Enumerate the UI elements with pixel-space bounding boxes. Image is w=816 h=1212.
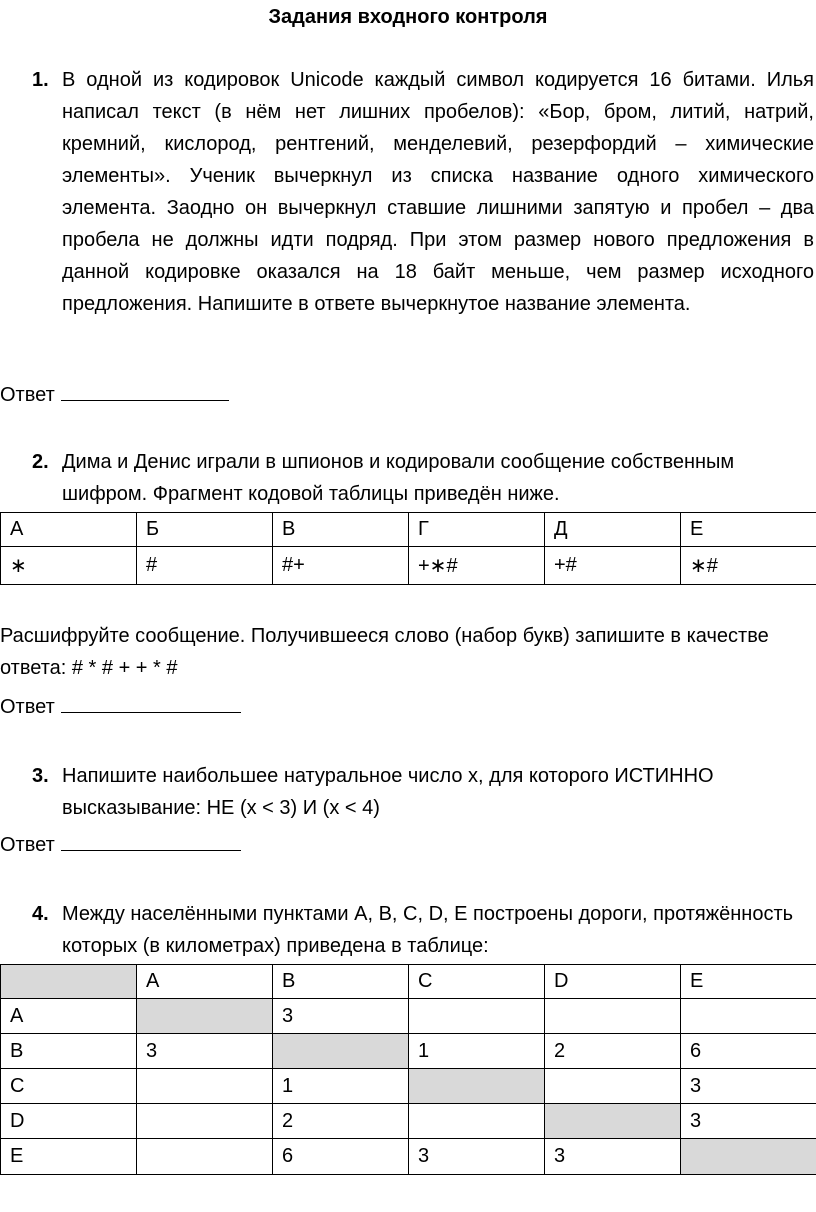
- distance-table-header-row: [1, 965, 816, 999]
- distance-table-cell: 3: [681, 1104, 816, 1139]
- task-2: [0, 446, 816, 510]
- distance-table-cell: 3: [681, 1069, 816, 1104]
- distance-table-cell: D: [1, 1104, 137, 1139]
- task-number: 1.: [32, 69, 49, 91]
- distance-table-cell: [545, 999, 681, 1034]
- distance-table-header-cell: E: [681, 965, 816, 999]
- task-number: 2.: [32, 451, 49, 473]
- code-table-cell: +#: [545, 547, 681, 585]
- distance-table-cell: [545, 1069, 681, 1104]
- task-2-instruction: Расшифруйте сообщение. Получившееся слово (набор букв) запишите в качестве ответа: # * # + + * #: [0, 625, 769, 679]
- distance-table-cell: 1: [273, 1069, 409, 1104]
- task-number: 4.: [32, 903, 49, 925]
- distance-table-cell: [137, 1069, 273, 1104]
- distance-table-cell: [273, 1034, 409, 1069]
- distance-table-cell: 3: [273, 999, 409, 1034]
- distance-table-row: [1, 1069, 816, 1104]
- page-title: Задания входного контроля: [268, 6, 548, 28]
- distance-table-cell: [409, 999, 545, 1034]
- distance-table-cell: [681, 1139, 816, 1175]
- task-4: [0, 898, 816, 962]
- answer-label: Ответ: [0, 696, 55, 718]
- answer-label: Ответ: [0, 384, 55, 406]
- distance-table-row: [1, 1104, 816, 1139]
- code-table-cell: В: [273, 513, 409, 547]
- code-table-cell: ∗#: [681, 547, 816, 585]
- code-table: [0, 512, 816, 585]
- task-text: Напишите наибольшее натуральное число x, для которого ИСТИННО высказывание: НЕ (x < 3) И (x < 4): [62, 765, 714, 819]
- code-table-letters-row: [1, 513, 816, 547]
- code-table-cell: +∗#: [409, 547, 545, 585]
- distance-table-header-cell: C: [409, 965, 545, 999]
- distance-table-cell: 3: [137, 1034, 273, 1069]
- code-table-codes-row: [1, 547, 816, 585]
- distance-table-header-cell: [1, 965, 137, 999]
- distance-table-cell: 3: [545, 1139, 681, 1175]
- distance-table-cell: C: [1, 1069, 137, 1104]
- code-table-cell: ∗: [1, 547, 137, 585]
- distance-table-cell: [409, 1104, 545, 1139]
- task-1: [0, 64, 816, 320]
- distance-table-cell: E: [1, 1139, 137, 1175]
- code-table-cell: #+: [273, 547, 409, 585]
- distance-table-cell: [137, 1139, 273, 1175]
- distance-table-cell: 3: [409, 1139, 545, 1175]
- code-table-cell: Д: [545, 513, 681, 547]
- answer-line-3: [0, 830, 241, 859]
- answer-line-1: [0, 380, 229, 409]
- distance-table-cell: 6: [681, 1034, 816, 1069]
- distance-table-cell: [137, 999, 273, 1034]
- answer-line-2: [0, 692, 241, 721]
- task-text: Дима и Денис играли в шпионов и кодировали сообщение собственным шифром. Фрагмент кодовой таблицы приведён ниже.: [62, 451, 735, 505]
- distance-table-cell: [409, 1069, 545, 1104]
- distance-table-cell: [681, 999, 816, 1034]
- answer-blank[interactable]: [61, 380, 229, 401]
- distance-table-cell: A: [1, 999, 137, 1034]
- answer-blank[interactable]: [61, 830, 241, 851]
- task-text: Между населёнными пунктами A, B, C, D, E построены дороги, протяжённость которых (в километрах) приведена в таблице:: [62, 903, 794, 957]
- distance-table-row: [1, 999, 816, 1034]
- distance-table-cell: 6: [273, 1139, 409, 1175]
- code-table-cell: Е: [681, 513, 816, 547]
- answer-blank[interactable]: [61, 692, 241, 713]
- distance-table-cell: B: [1, 1034, 137, 1069]
- distance-table-row: [1, 1034, 816, 1069]
- code-table-cell: Б: [137, 513, 273, 547]
- distance-table-header-cell: A: [137, 965, 273, 999]
- code-table-cell: Г: [409, 513, 545, 547]
- distance-table-header-cell: D: [545, 965, 681, 999]
- task-number: 3.: [32, 765, 49, 787]
- distance-table-cell: [137, 1104, 273, 1139]
- distance-table-cell: 2: [273, 1104, 409, 1139]
- answer-label: Ответ: [0, 834, 55, 856]
- distance-table-cell: 2: [545, 1034, 681, 1069]
- distance-table-header-cell: B: [273, 965, 409, 999]
- distance-table-cell: 1: [409, 1034, 545, 1069]
- task-3: [0, 760, 816, 824]
- distance-table-row: [1, 1139, 816, 1175]
- distance-table: [0, 964, 816, 1175]
- distance-table-cell: [545, 1104, 681, 1139]
- code-table-cell: #: [137, 547, 273, 585]
- code-table-cell: А: [1, 513, 137, 547]
- task-text: В одной из кодировок Unicode каждый символ кодируется 16 битами. Илья написал текст (в нём нет лишних пробелов): «Бор, бром, литий, натрий, кремний, кислород, рентгений, менделевий, резерфордий – химические элементы». Ученик вычеркнул из списка название одного химического элемента. Заодно он вычеркнул ставшие лишними запятую и пробел – два пробела не должны идти подряд. При этом размер нового предложения в данной кодировке оказался на 18 байт меньше, чем размер исходного предложения. Напишите в ответе вычеркнутое название элемента.: [62, 69, 814, 315]
